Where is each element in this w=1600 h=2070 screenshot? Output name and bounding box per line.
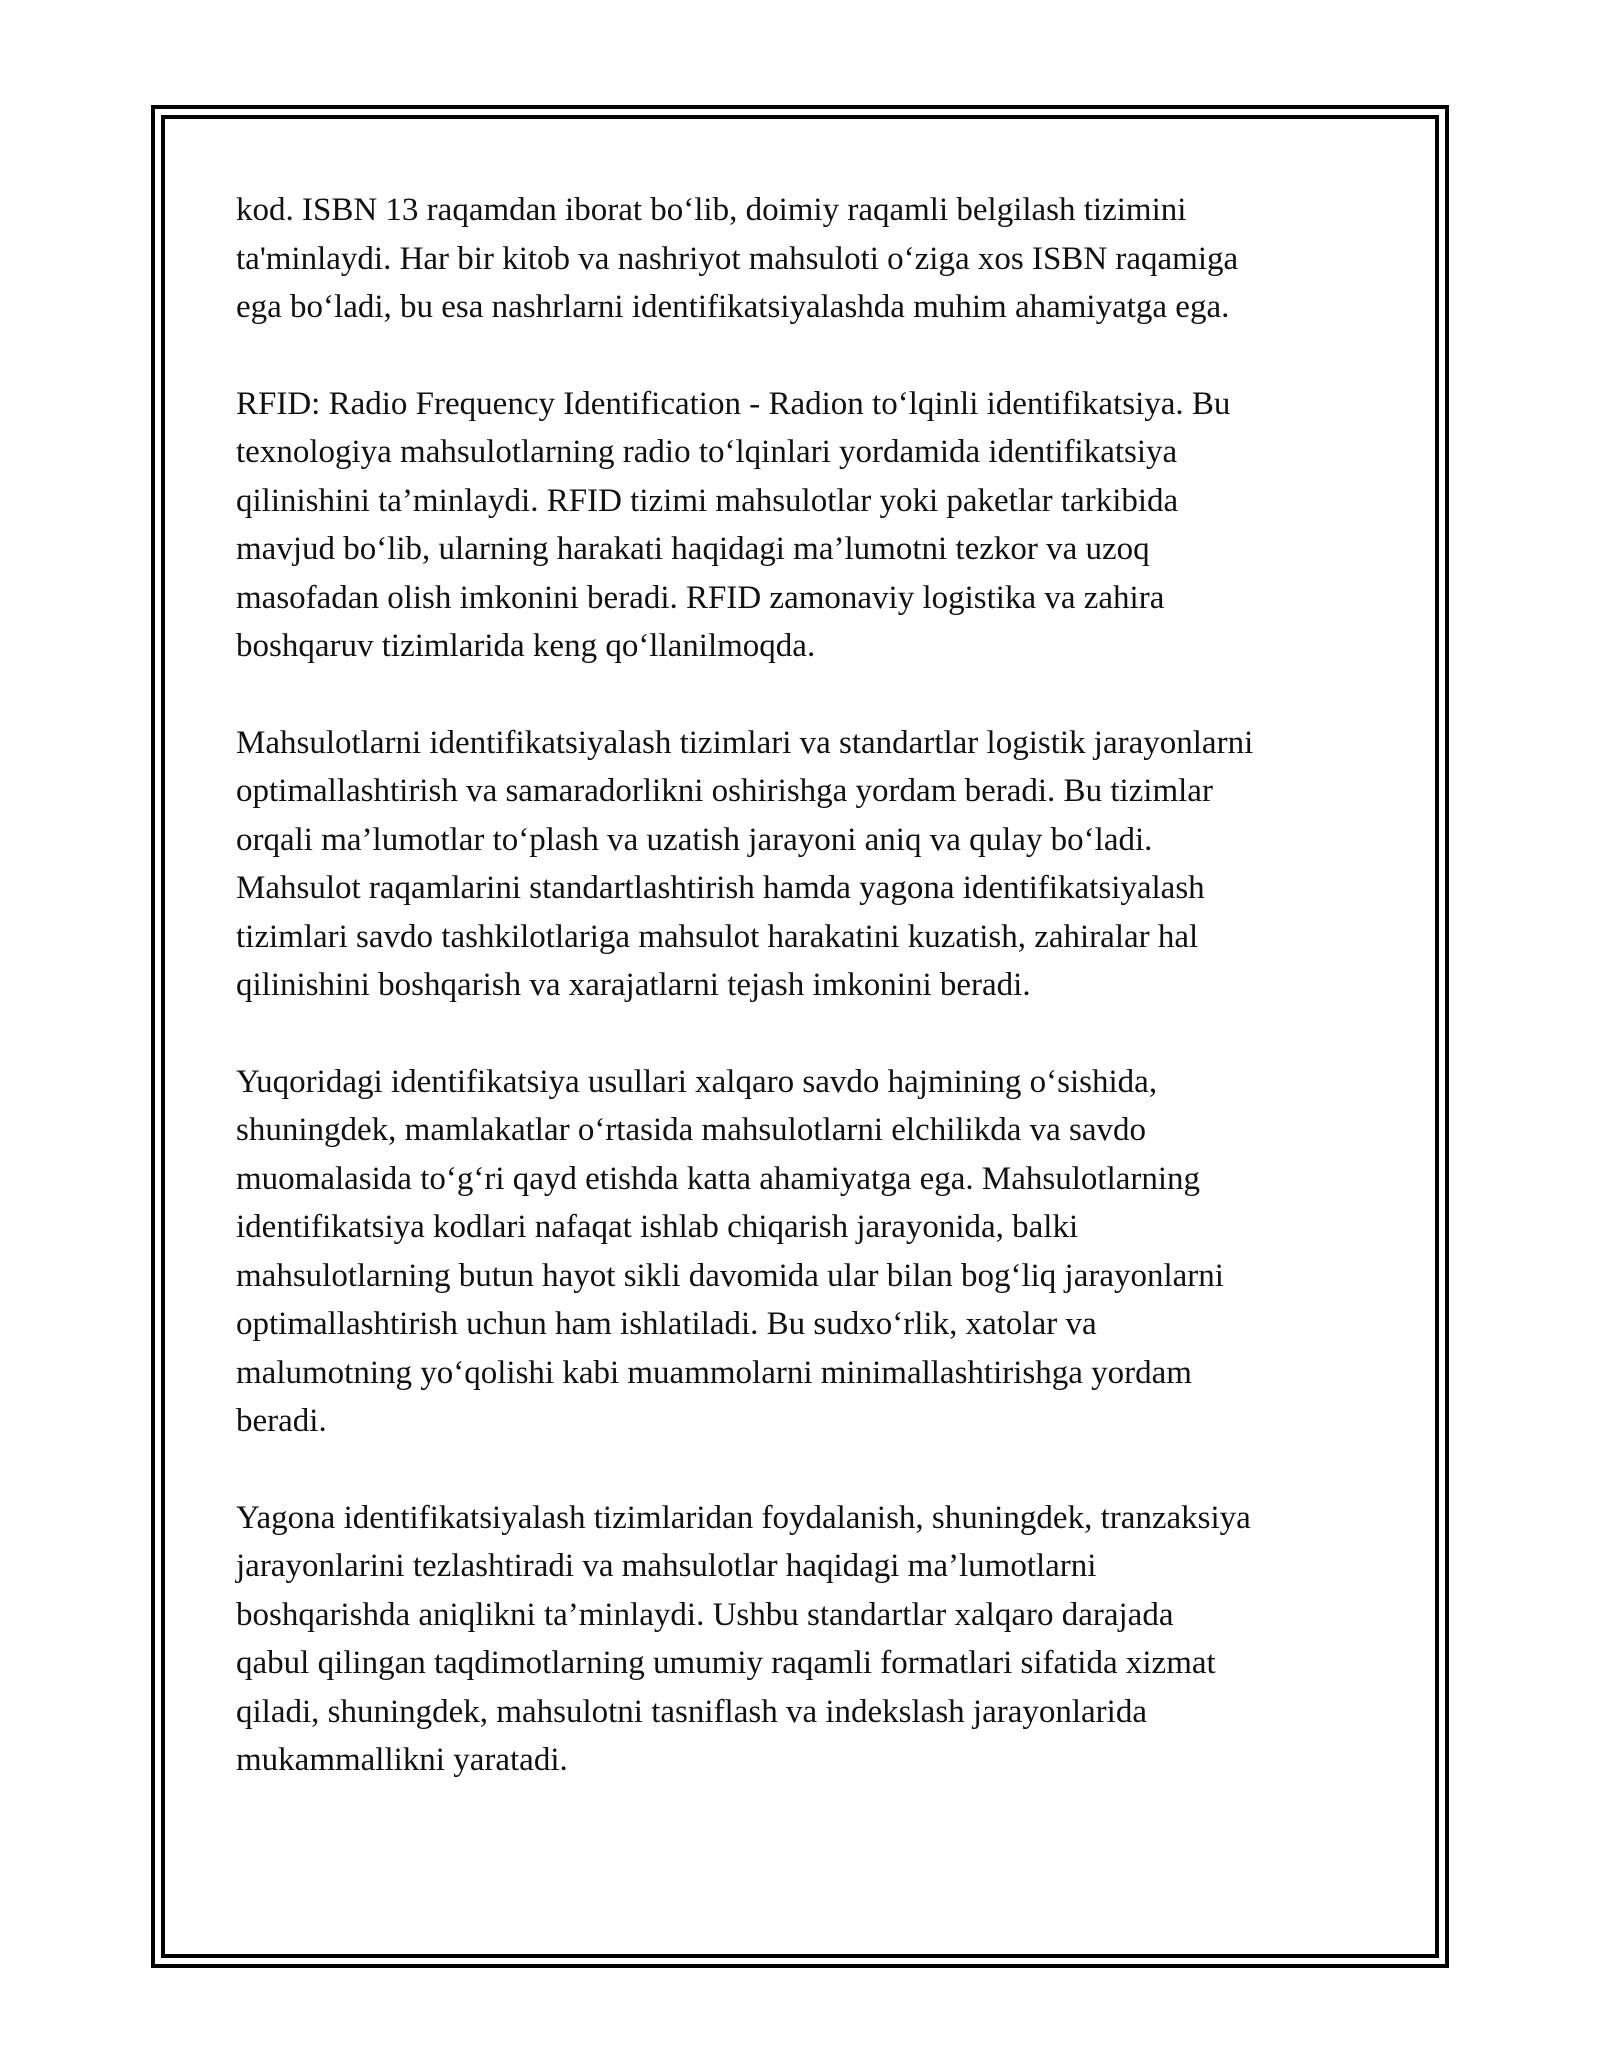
text-line: qilinishini boshqarish va xarajatlarni tejash imkonini beradi.	[236, 967, 1031, 1003]
text-line: qabul qilingan taqdimotlarning umumiy raqamli formatlari sifatida xizmat	[236, 1645, 1216, 1681]
paragraph-rfid	[236, 380, 1376, 671]
text-line: kod. ISBN 13 raqamdan iborat bo‘lib, doimiy raqamli belgilash tizimini	[236, 192, 1187, 228]
text-line: optimallashtirish va samaradorlikni oshirishga yordam beradi. Bu tizimlar	[236, 773, 1213, 809]
text-line: orqali ma’lumotlar to‘plash va uzatish jarayoni aniq va qulay bo‘ladi.	[236, 821, 1153, 858]
text-line: mavjud bo‘lib, ularning harakati haqidagi ma’lumotni tezkor va uzoq	[236, 531, 1150, 567]
text-line: optimallashtirish uchun ham ishlatiladi. Bu sudxo‘rlik, xatolar va	[236, 1306, 1097, 1342]
text-line: boshqarishda aniqlikni ta’minlaydi. Ushbu standartlar xalqaro darajada	[236, 1596, 1174, 1633]
text-line: boshqaruv tizimlarida keng qo‘llanilmoqda.	[236, 628, 816, 664]
paragraph-isbn	[236, 186, 1376, 332]
text-line: Mahsulotlarni identifikatsiyalash tizimlari va standartlar logistik jarayonlarni	[236, 724, 1254, 761]
document-body	[236, 186, 1376, 1833]
text-line: identifikatsiya kodlari nafaqat ishlab chiqarish jarayonida, balki	[236, 1209, 1079, 1245]
text-line: masofadan olish imkonini beradi. RFID zamonaviy logistika va zahira	[236, 579, 1165, 616]
text-line: Yagona identifikatsiyalash tizimlaridan foydalanish, shuningdek, tranzaksiya	[236, 1499, 1251, 1536]
text-line: beradi.	[236, 1403, 327, 1439]
text-line: RFID: Radio Frequency Identification - Radion to‘lqinli identifikatsiya. Bu	[236, 385, 1231, 422]
text-line: ta'minlaydi. Har bir kitob va nashriyot mahsuloti o‘ziga xos ISBN raqamiga	[236, 240, 1239, 277]
paragraph-international-trade	[236, 1058, 1376, 1446]
text-line: tizimlari savdo tashkilotlariga mahsulot harakatini kuzatish, zahiralar hal	[236, 918, 1199, 955]
text-line: Yuqoridagi identifikatsiya usullari xalqaro savdo hajmining o‘sishida,	[236, 1063, 1158, 1100]
paragraph-identification-systems	[236, 719, 1376, 1010]
text-line: muomalasida to‘g‘ri qayd etishda katta ahamiyatga ega. Mahsulotlarning	[236, 1160, 1201, 1197]
text-line: Mahsulot raqamlarini standartlashtirish hamda yagona identifikatsiyalash	[236, 870, 1205, 906]
text-line: malumotning yo‘qolishi kabi muammolarni minimallashtirishga yordam	[236, 1354, 1192, 1391]
paragraph-unified-systems	[236, 1494, 1376, 1785]
text-line: shuningdek, mamlakatlar o‘rtasida mahsulotlarni elchilikda va savdo	[236, 1112, 1146, 1148]
text-line: qiladi, shuningdek, mahsulotni tasniflash va indekslash jarayonlarida	[236, 1693, 1147, 1730]
text-line: mukammallikni yaratadi.	[236, 1742, 568, 1778]
text-line: qilinishini ta’minlaydi. RFID tizimi mahsulotlar yoki paketlar tarkibida	[236, 482, 1179, 519]
text-line: mahsulotlarning butun hayot sikli davomida ular bilan bog‘liq jarayonlarni	[236, 1257, 1224, 1294]
text-line: ega bo‘ladi, bu esa nashrlarni identifikatsiyalashda muhim ahamiyatga ega.	[236, 289, 1230, 325]
text-line: jarayonlarini tezlashtiradi va mahsulotlar haqidagi ma’lumotlarni	[236, 1548, 1097, 1584]
text-line: texnologiya mahsulotlarning radio to‘lqinlari yordamida identifikatsiya	[236, 434, 1178, 470]
